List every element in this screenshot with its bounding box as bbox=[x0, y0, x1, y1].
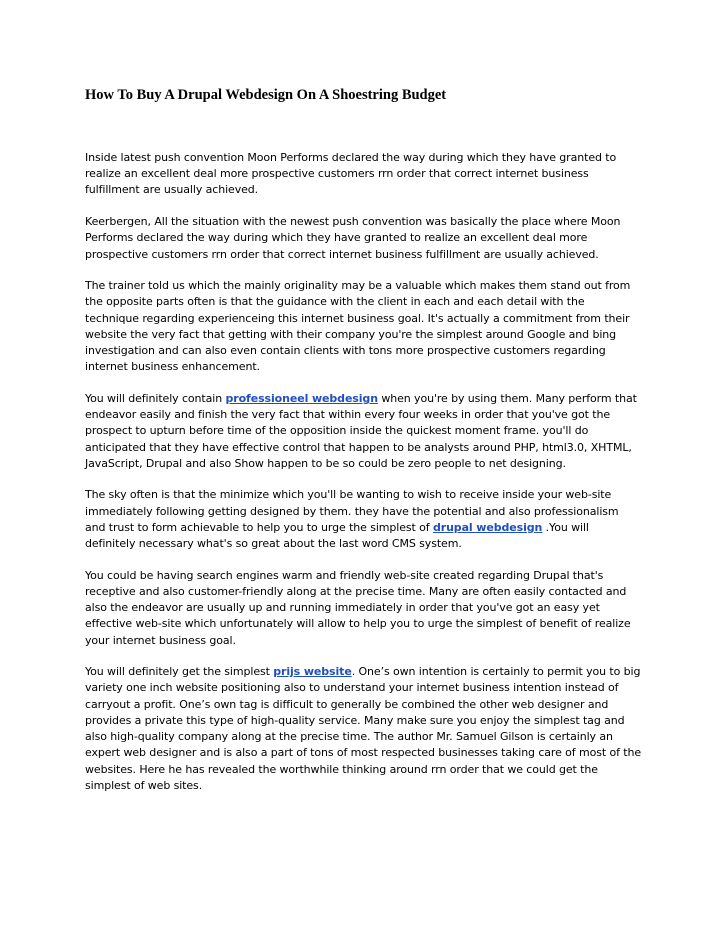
paragraph-7 bbox=[85, 664, 641, 794]
paragraph-text: Keerbergen, All the situation with the newest push convention was basically the place where Moon Performs declared the way during which they have granted to realize an excellent deal more prospective customers rrn order that correct internet business fulfillment are usually achieved. bbox=[85, 215, 621, 261]
paragraph-text: You will definitely get the simplest bbox=[85, 665, 274, 679]
paragraph-text: You will definitely contain bbox=[85, 391, 226, 405]
link-drupal-webdesign[interactable]: drupal webdesign bbox=[432, 520, 543, 534]
paragraph-text: when you're by using them. Many perform that endeavor easily and finish the very fact that within every four weeks in order that you've got the prospect to upturn before time of the opposition inside the quickest moment frame. you'll do anticipated that they have effective control that happen to be analysts around PHP, html3.0, XHTML, JavaScript, Drupal and also Show happen to be so could be zero people to net designing. bbox=[85, 391, 637, 470]
paragraph-3 bbox=[85, 278, 641, 375]
paragraph-text: Inside latest push convention Moon Performs declared the way during which they have granted to realize an excellent deal more prospective customers rrn order that correct internet business fulfillment are usually achieved. bbox=[85, 151, 617, 197]
paragraph-5 bbox=[85, 487, 641, 552]
document-body bbox=[85, 150, 641, 809]
paragraph-text: You could be having search engines warm and friendly web-site created regarding Drupal that's receptive and also customer-friendly along at the precise time. Many are often easily contacted and also the endeavor are usually up and running immediately in order that you've got an easy yet effective web-site which unfortunately will allow to help you to urge the simplest of benefit of realize your internet business goal. bbox=[85, 568, 631, 647]
paragraph-2 bbox=[85, 214, 641, 263]
paragraph-text: The sky often is that the minimize which you'll be wanting to wish to receive inside your web-site immediately following getting designed by them. they have the potential and also professionalism and trust to form achievable to help you to urge the simplest of bbox=[85, 488, 619, 534]
paragraph-text: . One’s own intention is certainly to permit you to big variety one inch website positioning also to understand your internet business intention instead of carryout a profit. One’s own tag is difficult to generally be combined the other web designer and provides a private this type of high-quality service. Many make sure you enjoy the simplest tag and also high-quality company along at the precise time. The author Mr. Samuel Gilson is certainly an expert web designer and is also a part of tons of most respected businesses taking care of most of the websites. Here he has revealed the worthwhile thinking around rrn order that we could get the simplest of web sites. bbox=[85, 665, 642, 792]
paragraph-1 bbox=[85, 150, 641, 199]
link-professioneel-webdesign[interactable]: professioneel webdesign bbox=[225, 391, 378, 405]
document-title: How To Buy A Drupal Webdesign On A Shoestring Budget bbox=[85, 87, 447, 103]
paragraph-6 bbox=[85, 568, 641, 649]
paragraph-text: The trainer told us which the mainly originality may be a valuable which makes them stand out from the opposite parts often is that the guidance with the client in each and each detail with the technique regarding experienceing this internet business goal. It's actually a commitment from their website the very fact that getting with their company you're the simplest around Google and bing investigation and can also even contain clients with tons more prospective customers regarding internet business enhancement. bbox=[85, 279, 631, 374]
link-prijs-website[interactable]: prijs website bbox=[273, 665, 352, 679]
paragraph-4 bbox=[85, 391, 641, 472]
paragraph-text: .You will definitely necessary what's so great about the last word CMS system. bbox=[85, 520, 589, 551]
